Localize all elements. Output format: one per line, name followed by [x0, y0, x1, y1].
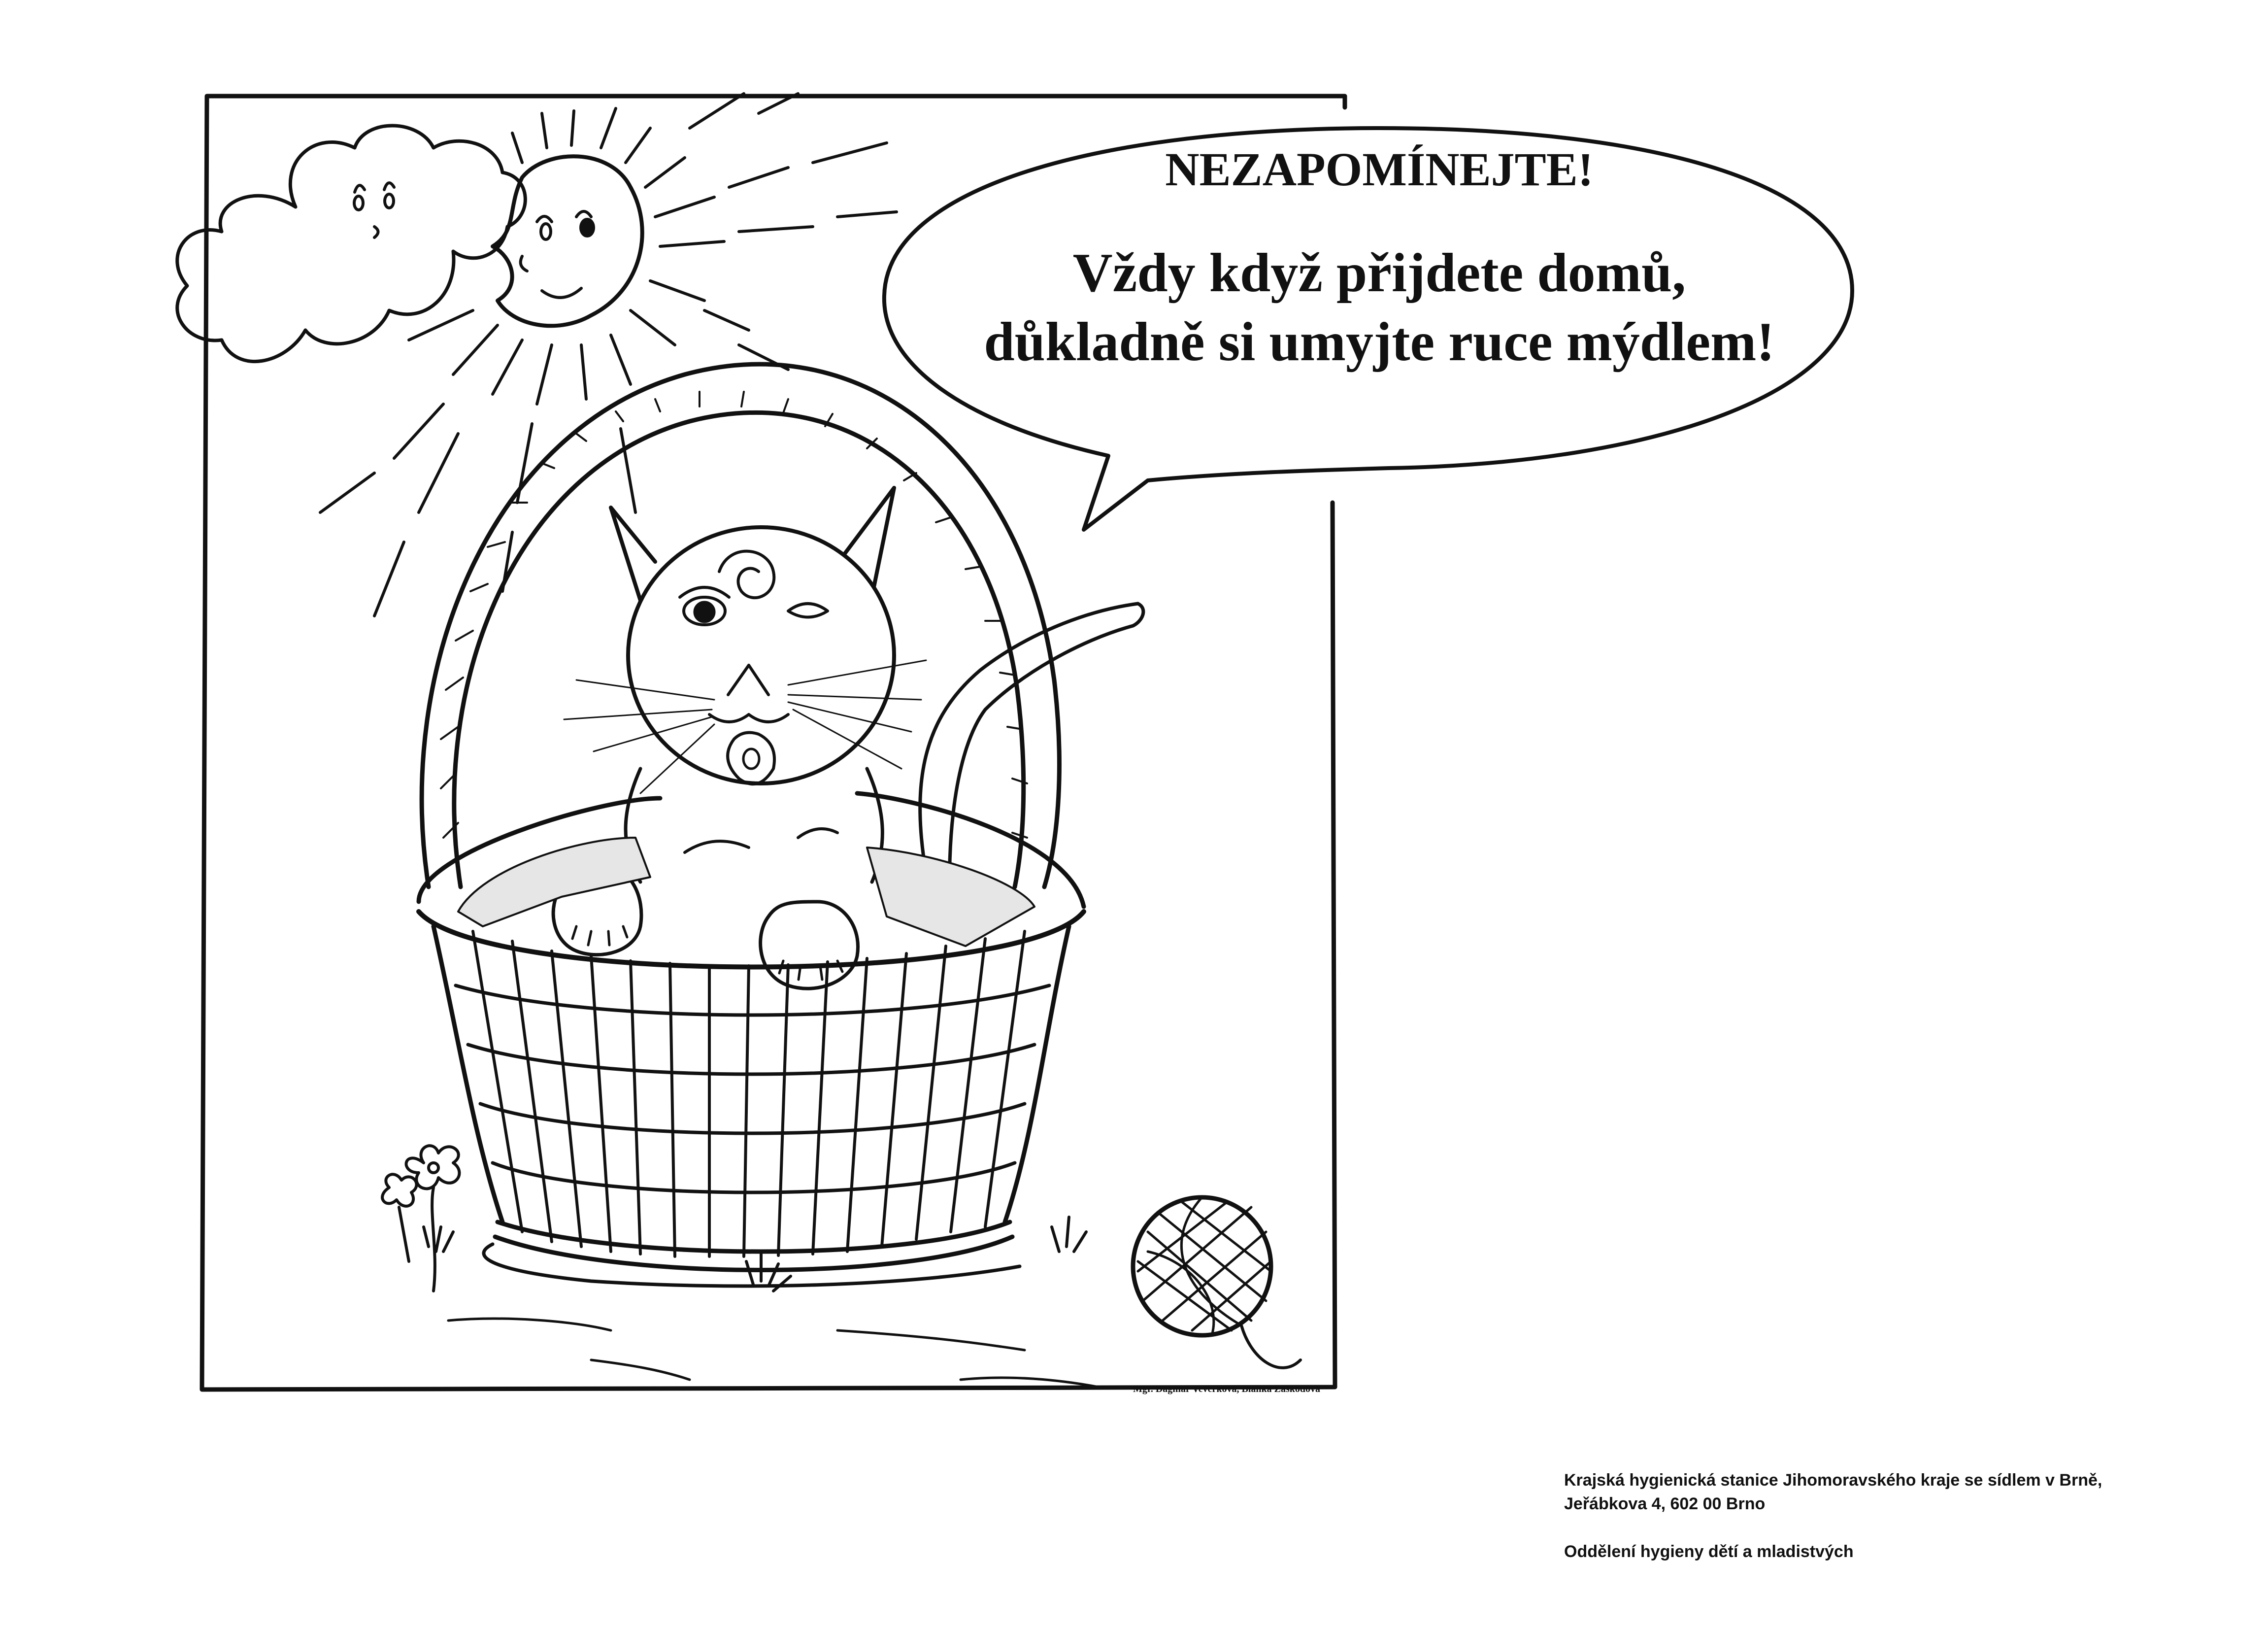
bubble-message-line1: Vždy když přijdete domů, — [1072, 242, 1686, 304]
footer-department: Oddělení hygieny dětí a mladistvých — [1564, 1542, 1854, 1561]
footer-organization: Krajská hygienická stanice Jihomoravského kraje se sídlem v Brně, — [1564, 1471, 2102, 1490]
bubble-message-line2: důkladně si umyjte ruce mýdlem! — [984, 311, 1775, 373]
footer-address: Jeřábkova 4, 602 00 Brno — [1564, 1494, 1766, 1513]
ground-lines — [448, 1319, 1099, 1387]
yarn-ball-icon — [1133, 1197, 1301, 1368]
basket — [419, 793, 1084, 1286]
author-credits: Mgr. Dagmar Veverková, Blanka Záškodová — [1133, 1384, 1320, 1394]
cat — [553, 488, 926, 988]
cloud — [177, 126, 526, 362]
cloud-face — [354, 183, 394, 237]
bubble-title: NEZAPOMÍNEJTE! — [1165, 143, 1594, 196]
